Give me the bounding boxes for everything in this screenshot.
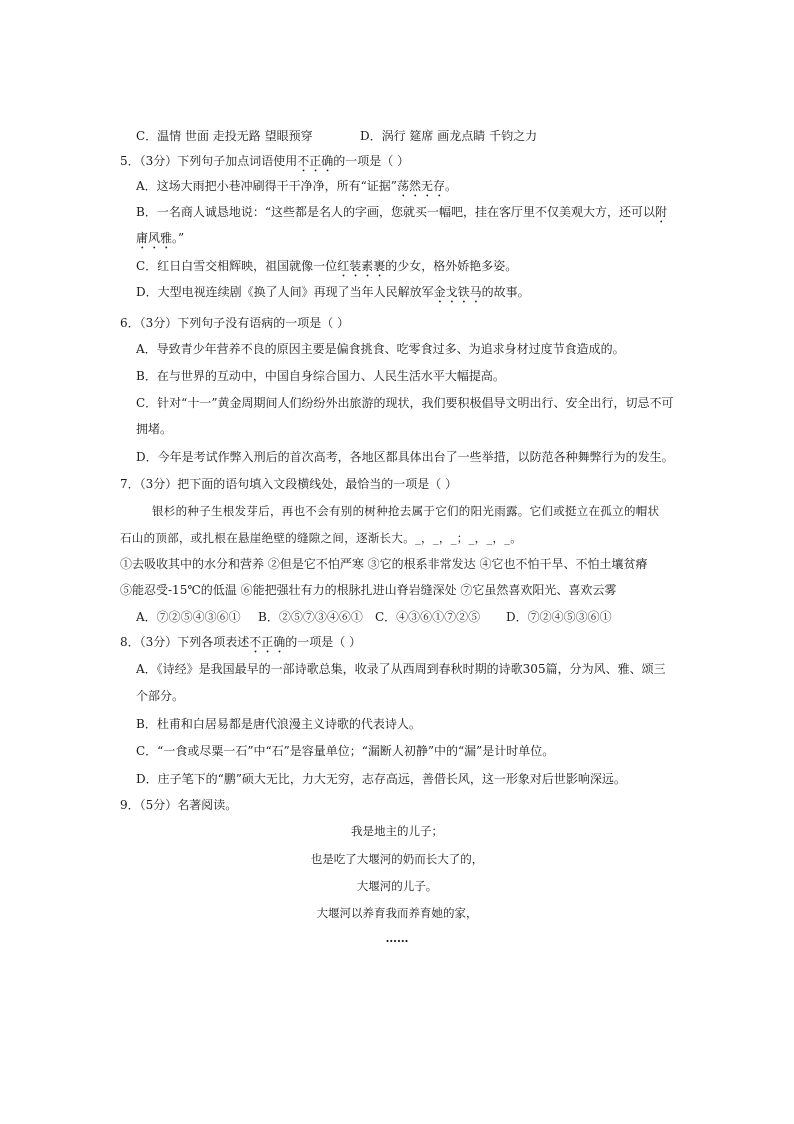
q7-passage-line2: 石山的顶部，或扎根在悬崖绝壁的缝隙之间，逐渐长大。_，_，_；_，_，_。 xyxy=(120,531,523,545)
q5-a-emphasis: 荡然无存 xyxy=(396,179,445,193)
q5-option-a xyxy=(136,178,457,200)
q6-stem: 6．（3分）下列句子没有语病的一项是（ ） xyxy=(120,316,350,330)
q5-stem xyxy=(120,153,409,175)
q5-d-tail: 的故事。 xyxy=(481,285,530,299)
q6-option-a: A．导致青少年营养不良的原因主要是偏食挑食、吃零食过多、为追求身材过度节食造成的。 xyxy=(136,342,625,356)
q5-stem-tail: 的一项是（ ） xyxy=(333,154,410,168)
q6-option-c-line1: C．针对“十一”黄金周期间人们纷纷外出旅游的现状，我们要积极倡导文明出行、安全出行，切忌不可 xyxy=(136,396,674,410)
q7-passage-line1: 银杉的种子生根发芽后，再也不会有别的树种抢去属于它们的阳光雨露。它们或挺立在孤立的帽状 xyxy=(152,504,660,518)
q8-option-d: D．庄子笔下的“鹏”硕大无比，力大无穷，志存高远，善借长风，这一形象对后世影响深远。 xyxy=(136,772,626,786)
poem-line: 也是吃了大堰河的奶而长大了的， xyxy=(310,852,484,866)
q7-option-d: D．⑦②④⑤③⑥① xyxy=(506,610,612,624)
poem-line: 我是地主的儿子； xyxy=(351,824,443,838)
q5-c-emphasis: 红装素裹 xyxy=(337,259,386,273)
q8-option-c: C．“一食或尽粟一石”中“石”是容量单位；“漏断人初静”中的“漏”是计时单位。 xyxy=(136,744,555,758)
q5-option-b-line1 xyxy=(136,204,667,226)
q8-stem-tail: 的一项是（ ） xyxy=(285,635,362,649)
q5-stem-emphasis: 不正确 xyxy=(297,154,334,168)
q8-stem xyxy=(120,634,361,656)
q8-option-b: B．杜甫和白居易都是唐代浪漫主义诗歌的代表诗人。 xyxy=(136,717,421,731)
q6-option-c-line2: 拥堵。 xyxy=(136,422,173,436)
q5-option-d xyxy=(136,284,530,306)
q5-c-tail: 的少女，格外娇艳多姿。 xyxy=(385,259,518,273)
q5-b-text: B．一名商人诚恳地说：“这些都是名人的字画，您就买一幅吧，挂在客厅里不仅美观大方，还可以 xyxy=(136,205,655,219)
q5-option-c xyxy=(136,258,517,280)
q4-option-c: C．温情 世面 走投无路 望眼预穿 xyxy=(136,129,313,143)
poem-line: 大堰河以养育我而养育她的家， xyxy=(316,906,478,920)
q8-option-a-line2: 个部分。 xyxy=(136,689,185,703)
q7-items-line1: ①去吸收其中的水分和营养 ②但是它不怕严寒 ③它的根系非常发达 ④它也不怕干旱、不怕土壤贫瘠 xyxy=(120,557,648,571)
q5-b-tail: 。” xyxy=(172,231,185,245)
q7-stem: 7．（3分）把下面的语句填入文段横线处，最恰当的一项是（ ） xyxy=(120,477,458,491)
poem-line: 大堰河的儿子。 xyxy=(356,879,438,893)
q6-option-b: B．在与世界的互动中，中国自身综合国力、人民生活水平大幅提高。 xyxy=(136,369,505,383)
q6-option-d: D．今年是考试作弊入刑后的首次高考，各地区都具体出台了一些举措，以防范各种舞弊行为的发生。 xyxy=(136,450,674,464)
q5-b-emphasis-2: 庸风雅 xyxy=(136,231,173,245)
q5-d-text: D．大型电视连续剧《换了人间》再现了当年人民解放军 xyxy=(136,285,434,299)
q5-c-text: C．红日白雪交相辉映，祖国就像一位 xyxy=(136,259,338,273)
q5-stem-text: 5．（3分）下列句子加点词语使用 xyxy=(120,154,298,168)
q5-a-tail: 。 xyxy=(444,179,457,193)
q5-option-b-line2 xyxy=(136,230,184,252)
q7-items-line2: ⑤能忍受-15℃的低温 ⑥能把强壮有力的根脉扎进山脊岩缝深处 ⑦它虽然喜欢阳光、喜欢云雾 xyxy=(120,583,617,597)
poem-ellipsis: …… xyxy=(385,931,409,945)
q7-option-c: C．④③⑥①⑦②⑤ xyxy=(375,610,481,624)
q7-option-b: B．②⑤⑦③④⑥① xyxy=(258,610,363,624)
q9-stem: 9．（5分）名著阅读。 xyxy=(120,798,238,812)
q5-a-text: A．这场大雨把小巷冲刷得干干净净，所有“证据” xyxy=(136,179,397,193)
q7-option-a: A．⑦②⑤④③⑥① xyxy=(136,610,241,624)
q5-d-emphasis: 金戈铁马 xyxy=(433,285,482,299)
q5-b-emphasis-1: 附 xyxy=(654,205,667,219)
q8-stem-emphasis: 不正确 xyxy=(249,635,286,649)
q8-stem-text: 8．（3分）下列各项表述 xyxy=(120,635,250,649)
q4-option-d: D．涡行 筵席 画龙点睛 千钧之力 xyxy=(360,129,538,143)
q8-option-a-line1: A．《诗经》是我国最早的一部诗歌总集，收录了从西周到春秋时期的诗歌305篇，分为风、雅、颂三 xyxy=(136,662,666,676)
